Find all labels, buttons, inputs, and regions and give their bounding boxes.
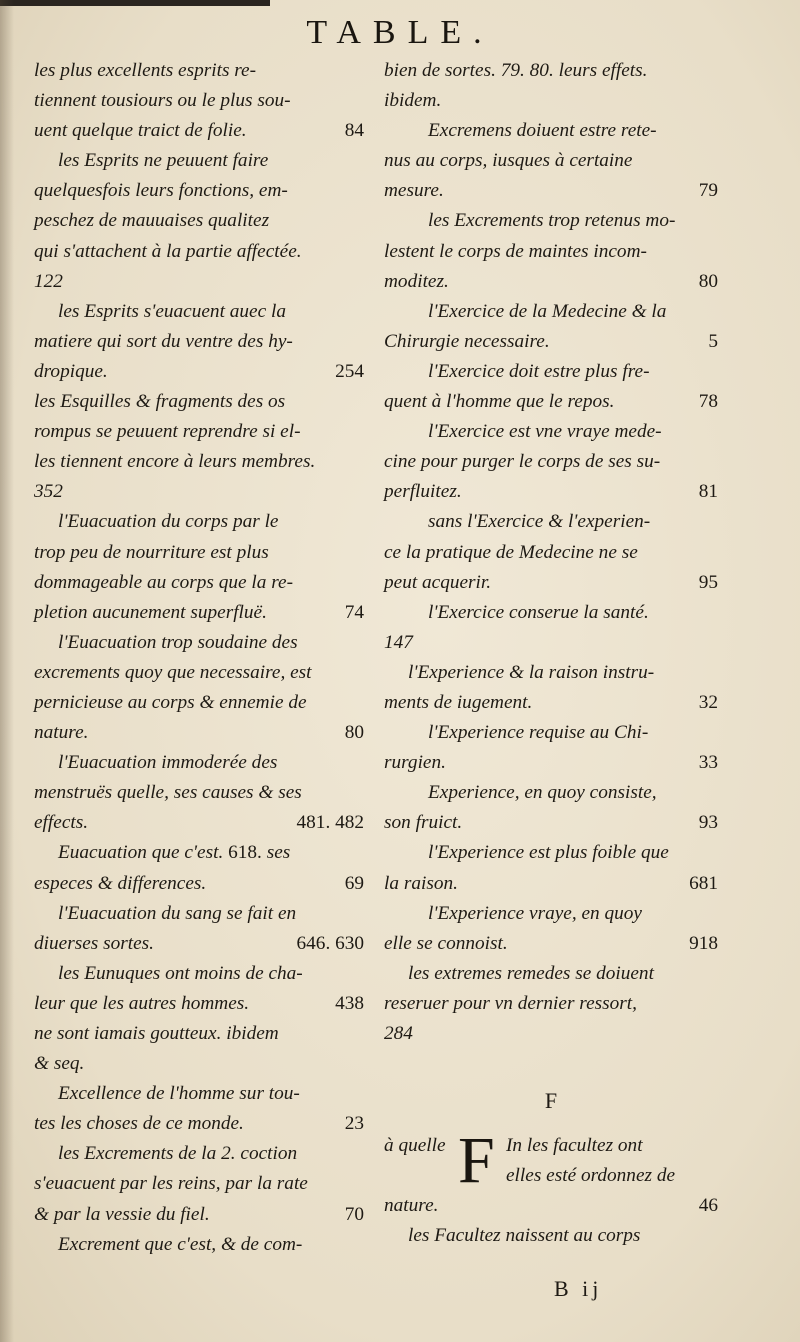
- index-entry: les Excrements de la 2. coction: [58, 1143, 298, 1165]
- index-entry-text: rurgien.: [384, 752, 446, 774]
- index-entry-line: [384, 688, 718, 718]
- binding-shadow: [0, 0, 14, 1342]
- index-entry: sans l'Exercice & l'experien-: [428, 511, 651, 533]
- index-column-right: [384, 56, 718, 1251]
- index-entry-text: ses: [266, 842, 291, 864]
- index-entry: les extremes remedes se doiuent: [408, 962, 654, 984]
- index-entry-text: Euacuation que c'est.: [58, 842, 224, 864]
- index-entry: reseruer pour vn dernier ressort,: [384, 992, 637, 1014]
- index-entry-text: & par la vessie du fiel.: [34, 1203, 210, 1225]
- page-reference: 122: [34, 270, 63, 292]
- page-reference: 93: [698, 812, 718, 834]
- index-entry: l'Exercice de la Medecine & la: [428, 300, 667, 322]
- index-entry-line: [34, 357, 364, 387]
- index-entry-text: la raison.: [384, 872, 458, 894]
- index-entry: pernicieuse au corps & ennemie de: [34, 691, 307, 713]
- page-reference: 80: [698, 270, 718, 292]
- index-entry: trop peu de nourriture est plus: [34, 541, 269, 563]
- index-entry: Excremens doiuent estre rete-: [428, 120, 657, 142]
- index-entry-line: [34, 718, 364, 748]
- page-reference: 23: [344, 1113, 364, 1135]
- index-entry-line: [384, 1191, 718, 1221]
- index-entry: l'Euacuation du sang se fait en: [58, 902, 297, 924]
- page-reference: 352: [34, 481, 63, 503]
- index-entry: s'euacuent par les reins, par la rate: [34, 1173, 308, 1195]
- index-entry: Excrement que c'est, & de com-: [58, 1233, 303, 1255]
- index-entry-text: peut acquerir.: [384, 571, 492, 593]
- index-entry: les tiennent encore à leurs membres.: [34, 451, 316, 473]
- index-entry: l'Experience & la raison instru-: [408, 661, 655, 683]
- index-entry-line: [34, 598, 364, 628]
- index-entry-text: moditez.: [384, 270, 449, 292]
- index-entry-text: tes les choses de ce monde.: [34, 1113, 244, 1135]
- index-entry: les Facultez naissent au corps: [408, 1225, 641, 1247]
- index-entry: l'Euacuation immoderée des: [58, 752, 278, 774]
- index-entry-text: leur que les autres hommes.: [34, 992, 250, 1014]
- index-entry-line: [384, 869, 718, 899]
- page-reference: 80: [344, 722, 364, 744]
- index-entry: l'Experience est plus foible que: [428, 842, 669, 864]
- index-entry: excrements quoy que necessaire, est: [34, 661, 312, 683]
- index-entry: qui s'attachent à la partie affectée.: [34, 240, 302, 262]
- index-entry: ne sont iamais goutteux. ibidem: [34, 1023, 279, 1044]
- index-entry-text: à quelle: [384, 1135, 446, 1157]
- index-entry: & seq.: [34, 1053, 85, 1075]
- page-reference: 95: [698, 571, 718, 593]
- index-entry-line: [384, 477, 718, 507]
- index-entry: les Excrements trop retenus mo-: [428, 210, 676, 232]
- index-entry: l'Experience requise au Chi-: [428, 722, 649, 744]
- index-entry: l'Exercice est vne vraye mede-: [428, 421, 662, 443]
- index-entry-text: pletion aucunement superfluë.: [34, 601, 267, 623]
- index-entry-text: son fruict.: [384, 812, 463, 834]
- page-reference: 147: [384, 631, 413, 653]
- section-letter-heading: F: [544, 1088, 558, 1114]
- page-reference: 46: [698, 1195, 718, 1217]
- index-entry-line: [34, 869, 364, 899]
- index-entry-line: [384, 387, 718, 417]
- index-entry: lestent le corps de maintes incom-: [384, 240, 647, 262]
- page-reference: 78: [698, 391, 718, 413]
- index-entry-text: dropique.: [34, 360, 108, 382]
- index-entry-line: [384, 929, 718, 959]
- index-entry: elles esté ordonnez de: [506, 1165, 676, 1187]
- index-entry-line: [384, 176, 718, 206]
- index-entry: matiere qui sort du ventre des hy-: [34, 330, 293, 352]
- page-reference: 438: [335, 992, 364, 1014]
- index-entry: les Esprits ne peuuent faire: [58, 150, 269, 172]
- page-reference: 33: [698, 752, 718, 774]
- page-reference: 254: [335, 360, 364, 382]
- page-reference: 79: [698, 180, 718, 202]
- index-entry-line: [34, 1109, 364, 1139]
- index-entry-text: diuerses sortes.: [34, 932, 154, 954]
- index-entry: ce la pratique de Medecine ne se: [384, 541, 638, 563]
- page-reference: 284: [384, 1023, 413, 1044]
- index-column-left: [34, 56, 364, 1260]
- index-entry-text: nature.: [384, 1195, 439, 1217]
- index-entry-line: [384, 808, 718, 838]
- index-entry-line: [34, 808, 364, 838]
- index-entry-text: elle se connoist.: [384, 932, 508, 954]
- index-entry: les Eunuques ont moins de cha-: [58, 962, 303, 984]
- index-entry-text: mesure.: [384, 180, 444, 202]
- page-reference: 74: [344, 601, 364, 623]
- page-reference: 646. 630: [296, 932, 364, 954]
- page-title: TABLE.: [306, 14, 494, 51]
- index-entry: peschez de mauuaises qualitez: [34, 210, 270, 232]
- index-entry: Excellence de l'homme sur tou-: [58, 1083, 300, 1105]
- index-entry: nus au corps, iusques à certaine: [384, 150, 633, 172]
- page-reference: 81: [698, 481, 718, 503]
- index-entry-line: [384, 327, 718, 357]
- index-entry-text: perfluitez.: [384, 481, 462, 503]
- index-entry-line: [384, 267, 718, 297]
- index-entry: les plus excellents esprits re-: [34, 60, 257, 81]
- index-entry: ibidem.: [384, 90, 442, 112]
- index-entry: les Esprits s'euacuent auec la: [58, 300, 286, 322]
- index-entry-text: ments de iugement.: [384, 691, 533, 713]
- index-entry: les Esquilles & fragments des os: [34, 391, 286, 413]
- index-entry: l'Euacuation trop soudaine des: [58, 631, 298, 653]
- index-entry: l'Exercice conserue la santé.: [428, 601, 649, 623]
- index-entry-line: [34, 1200, 364, 1230]
- index-entry: l'Euacuation du corps par le: [58, 511, 279, 533]
- index-entry: rompus se peuuent reprendre si el-: [34, 421, 301, 443]
- top-border-rule: [0, 0, 270, 6]
- index-entry-line: [384, 748, 718, 778]
- index-entry-line: [34, 116, 364, 146]
- drop-cap-initial: F: [458, 1124, 495, 1198]
- index-entry: l'Experience vraye, en quoy: [428, 902, 642, 924]
- page-reference: 69: [344, 872, 364, 894]
- index-entry-line: [34, 989, 364, 1019]
- index-entry-text: Chirurgie necessaire.: [384, 330, 550, 352]
- index-entry-text: nature.: [34, 722, 89, 744]
- index-entry: Experience, en quoy consiste,: [428, 782, 657, 804]
- page-reference: 32: [698, 691, 718, 713]
- page-reference: 918: [689, 932, 718, 954]
- page-reference: 618.: [228, 842, 262, 864]
- index-entry-line: [34, 838, 364, 868]
- index-entry-line: [384, 568, 718, 598]
- index-entry-text: In les facultez ont: [506, 1135, 643, 1157]
- index-entry-text: especes & differences.: [34, 872, 207, 894]
- index-entry: dommageable au corps que la re-: [34, 571, 293, 593]
- index-entry-text: effects.: [34, 812, 89, 834]
- index-entry: quelquesfois leurs fonctions, em-: [34, 180, 288, 202]
- index-entry-text: uent quelque traict de folie.: [34, 120, 247, 142]
- index-entry: bien de sortes. 79. 80. leurs effets.: [384, 60, 648, 81]
- index-entry-line: [34, 929, 364, 959]
- page-reference: 84: [344, 120, 364, 142]
- index-entry: tiennent tousiours ou le plus sou-: [34, 90, 291, 112]
- index-entry: cine pour purger le corps de ses su-: [384, 451, 661, 473]
- signature-mark: B ij: [554, 1276, 603, 1301]
- page-reference: 70: [344, 1203, 364, 1225]
- index-entry-text: quent à l'homme que le repos.: [384, 391, 615, 413]
- page-reference: 681: [689, 872, 718, 894]
- page-reference: 5: [708, 330, 718, 352]
- index-entry: menstruës quelle, ses causes & ses: [34, 782, 302, 804]
- page-reference: 481. 482: [296, 812, 364, 834]
- index-entry: l'Exercice doit estre plus fre-: [428, 360, 650, 382]
